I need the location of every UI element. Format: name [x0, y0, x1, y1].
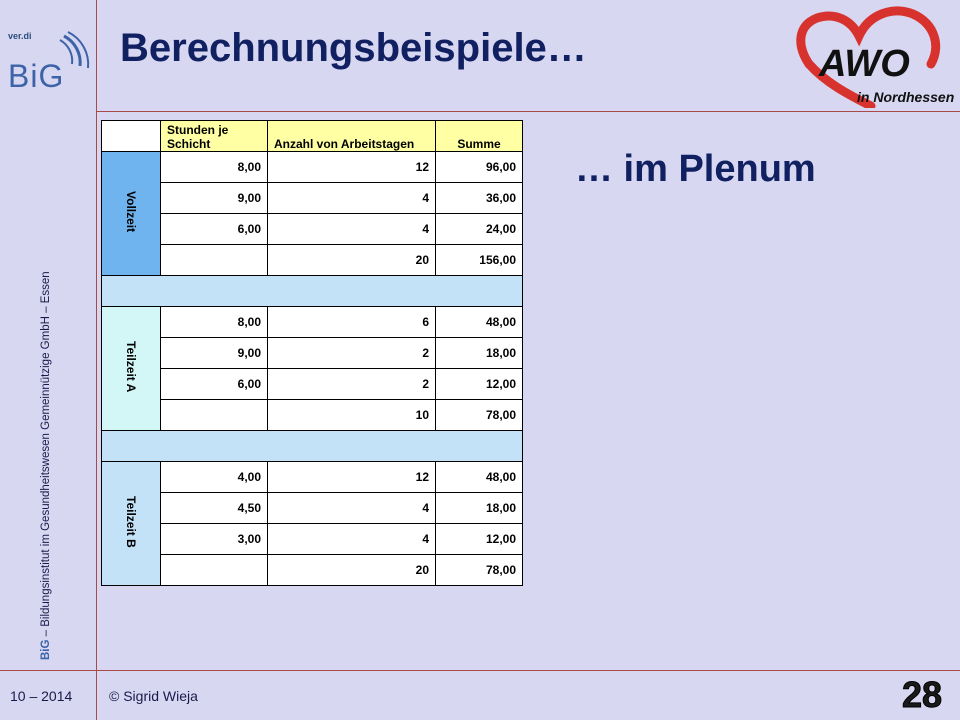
- table-row: [102, 462, 523, 493]
- cell-days-total: 10: [268, 400, 436, 431]
- cell-hours: 8,00: [161, 307, 268, 338]
- cell-days: 2: [268, 369, 436, 400]
- group-label-teilzeit-a: Teilzeit A: [102, 307, 161, 431]
- heart-icon: [795, 6, 955, 108]
- table-row: [102, 369, 523, 400]
- table-total-row: [102, 400, 523, 431]
- cell-sum: 24,00: [436, 214, 523, 245]
- cell-hours: 9,00: [161, 183, 268, 214]
- sidebar-accent: BiG: [40, 639, 52, 660]
- sidebar-institute-text: [40, 271, 52, 660]
- group-label-teilzeit-b: Teilzeit B: [102, 462, 161, 586]
- cell-sum: 12,00: [436, 524, 523, 555]
- cell-hours: 4,00: [161, 462, 268, 493]
- page-number: 28: [902, 674, 943, 715]
- cell-hours: 3,00: [161, 524, 268, 555]
- page-title: Berechnungsbeispiele…: [120, 26, 587, 70]
- verdi-label: ver.di: [8, 31, 32, 41]
- cell-sum: 12,00: [436, 369, 523, 400]
- cell-sum: 36,00: [436, 183, 523, 214]
- cell-hours: 4,50: [161, 493, 268, 524]
- plenum-heading: … im Plenum: [575, 148, 816, 190]
- table-row: [102, 152, 523, 183]
- table-separator: [102, 431, 523, 462]
- cell-days-total: 20: [268, 555, 436, 586]
- cell-sum: 18,00: [436, 493, 523, 524]
- cell-hours: [161, 245, 268, 276]
- calculation-table: [101, 120, 523, 586]
- cell-hours: [161, 555, 268, 586]
- cell-hours: 8,00: [161, 152, 268, 183]
- table-row: [102, 493, 523, 524]
- table-total-row: [102, 245, 523, 276]
- cell-days: 4: [268, 183, 436, 214]
- cell-days: 4: [268, 214, 436, 245]
- cell-sum: 18,00: [436, 338, 523, 369]
- cell-sum: 48,00: [436, 307, 523, 338]
- cell-sum-total: 78,00: [436, 400, 523, 431]
- header-sum: Summe: [436, 121, 523, 152]
- table-header-row: [102, 121, 523, 152]
- footer-copyright: © Sigrid Wieja: [109, 688, 198, 704]
- table-total-row: [102, 555, 523, 586]
- header-hours: Stunden je Schicht: [161, 121, 268, 152]
- cell-days: 4: [268, 524, 436, 555]
- table-row: [102, 307, 523, 338]
- cell-sum-total: 156,00: [436, 245, 523, 276]
- corner-cell: [102, 121, 161, 152]
- cell-days: 4: [268, 493, 436, 524]
- cell-days: 2: [268, 338, 436, 369]
- cell-days: 12: [268, 462, 436, 493]
- vertical-divider: [96, 0, 97, 720]
- group-label-vollzeit: Vollzeit: [102, 152, 161, 276]
- cell-hours: 6,00: [161, 369, 268, 400]
- cell-hours: 6,00: [161, 214, 268, 245]
- header-days: Anzahl von Arbeitstagen: [268, 121, 436, 152]
- table-row: [102, 183, 523, 214]
- cell-hours: 9,00: [161, 338, 268, 369]
- cell-days: 12: [268, 152, 436, 183]
- footer-date: 10 – 2014: [10, 688, 73, 704]
- cell-sum-total: 78,00: [436, 555, 523, 586]
- header-divider: [96, 111, 960, 112]
- table-row: [102, 524, 523, 555]
- cell-hours: [161, 400, 268, 431]
- cell-sum: 96,00: [436, 152, 523, 183]
- cell-sum: 48,00: [436, 462, 523, 493]
- table-separator: [102, 276, 523, 307]
- cell-days: 6: [268, 307, 436, 338]
- cell-days-total: 20: [268, 245, 436, 276]
- sidebar-body: – Bildungsinstitut im Gesundheitswesen Gemeinnützige GmbH – Essen: [40, 271, 52, 640]
- footer-divider: [0, 670, 960, 671]
- table-row: [102, 214, 523, 245]
- big-logo-text: BiG: [8, 58, 65, 94]
- awo-subtext: in Nordhessen: [857, 89, 955, 105]
- awo-logo: [795, 6, 955, 108]
- table-row: [102, 338, 523, 369]
- awo-text: AWO: [819, 43, 910, 85]
